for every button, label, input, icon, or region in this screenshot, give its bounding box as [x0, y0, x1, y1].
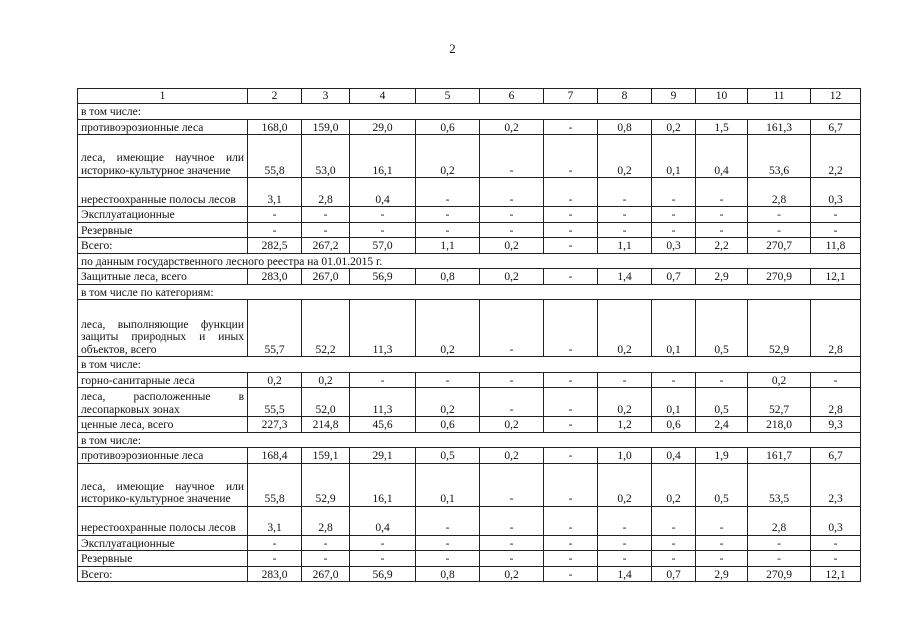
table-cell: 270,9 [748, 566, 811, 582]
table-cell: 0,5 [696, 388, 748, 417]
table-row [78, 238, 861, 254]
table-cell: - [696, 506, 748, 535]
row-label: ценные леса, всего [78, 417, 248, 433]
table-cell: - [544, 300, 598, 357]
table-cell: 55,8 [248, 463, 302, 506]
table-cell: - [696, 178, 748, 207]
row-label: леса, выполняющие функции защиты природных и иных объектов, всего [78, 300, 248, 357]
table-cell: - [544, 417, 598, 433]
table-cell: 2,9 [696, 269, 748, 285]
table-cell: - [350, 207, 416, 223]
table-cell: - [248, 535, 302, 551]
table-row [78, 506, 861, 535]
table-cell: 0,2 [480, 417, 544, 433]
table-cell: - [480, 207, 544, 223]
table-cell: - [598, 551, 652, 567]
table-cell: 29,0 [350, 119, 416, 135]
table-cell: 1,4 [598, 566, 652, 582]
table-cell: 0,8 [416, 269, 480, 285]
table-cell: 0,2 [598, 300, 652, 357]
table-cell: - [811, 222, 861, 238]
table-cell: 0,7 [652, 269, 696, 285]
table-cell: 168,4 [248, 448, 302, 464]
table-cell: 45,6 [350, 417, 416, 433]
table-cell: 3,1 [248, 506, 302, 535]
column-header: 7 [544, 89, 598, 104]
table-cell: 56,9 [350, 566, 416, 582]
table-cell: - [598, 372, 652, 388]
table-cell: 0,3 [652, 238, 696, 254]
table-row [78, 119, 861, 135]
table-cell: 1,1 [598, 238, 652, 254]
table-cell: - [696, 207, 748, 223]
table-cell: 52,9 [302, 463, 350, 506]
table-cell: - [652, 535, 696, 551]
table-cell: - [480, 300, 544, 357]
table-cell: - [544, 566, 598, 582]
table-cell: 0,3 [811, 178, 861, 207]
table-cell: - [748, 535, 811, 551]
column-header: 5 [416, 89, 480, 104]
section-row [78, 104, 861, 120]
row-label: Всего: [78, 238, 248, 254]
table-cell: - [480, 463, 544, 506]
table-cell: 283,0 [248, 566, 302, 582]
table-cell: 0,4 [350, 506, 416, 535]
row-label: противоэрозионные леса [78, 448, 248, 464]
table-row [78, 222, 861, 238]
table-cell: 267,0 [302, 566, 350, 582]
table-row [78, 372, 861, 388]
table-cell: 52,7 [748, 388, 811, 417]
table-cell: 29,1 [350, 448, 416, 464]
table-cell: 12,1 [811, 566, 861, 582]
table-cell: - [544, 448, 598, 464]
row-label: нерестоохранные полосы лесов [78, 178, 248, 207]
table-cell: - [598, 222, 652, 238]
table-row [78, 135, 861, 178]
table-cell: 0,6 [652, 417, 696, 433]
table-cell: 168,0 [248, 119, 302, 135]
section-row [78, 357, 861, 373]
table-cell: 0,2 [652, 463, 696, 506]
table-cell: 0,2 [652, 119, 696, 135]
table-cell: 2,8 [302, 178, 350, 207]
table-cell: 0,2 [598, 463, 652, 506]
table-cell: 1,2 [598, 417, 652, 433]
table-cell: 11,3 [350, 388, 416, 417]
table-cell: 2,3 [811, 463, 861, 506]
table-cell: 6,7 [811, 448, 861, 464]
table-cell: 0,4 [696, 135, 748, 178]
table-row [78, 566, 861, 582]
row-label: нерестоохранные полосы лесов [78, 506, 248, 535]
table-cell: - [544, 463, 598, 506]
table-cell: - [598, 207, 652, 223]
section-row [78, 253, 861, 269]
table-row [78, 269, 861, 285]
table-row [78, 300, 861, 357]
table-cell: - [811, 551, 861, 567]
table-cell: 53,5 [748, 463, 811, 506]
table-cell: 52,0 [302, 388, 350, 417]
table-cell: - [544, 551, 598, 567]
table-cell: - [544, 238, 598, 254]
table-cell: 159,0 [302, 119, 350, 135]
table-cell: - [248, 551, 302, 567]
table-row [78, 551, 861, 567]
table-cell: 0,5 [696, 300, 748, 357]
table-cell: 0,2 [480, 448, 544, 464]
table-cell: - [748, 551, 811, 567]
column-header: 1 [78, 89, 248, 104]
table-cell: - [350, 222, 416, 238]
table-cell: - [544, 372, 598, 388]
table-cell: - [598, 535, 652, 551]
table-cell: - [544, 119, 598, 135]
table-cell: 0,4 [652, 448, 696, 464]
table-cell: 0,8 [598, 119, 652, 135]
table-cell: 267,2 [302, 238, 350, 254]
table-cell: - [302, 222, 350, 238]
table-cell: - [416, 551, 480, 567]
table-cell: 0,2 [598, 135, 652, 178]
table-cell: - [480, 551, 544, 567]
table-cell: 0,2 [598, 388, 652, 417]
table-cell: 1,9 [696, 448, 748, 464]
table-cell: 1,5 [696, 119, 748, 135]
table-row [78, 417, 861, 433]
table-cell: - [696, 551, 748, 567]
table-cell: 0,2 [480, 566, 544, 582]
column-header: 12 [811, 89, 861, 104]
table-cell: - [748, 207, 811, 223]
table-cell: 227,3 [248, 417, 302, 433]
table-cell: 55,8 [248, 135, 302, 178]
table-cell: - [248, 222, 302, 238]
table-cell: - [350, 535, 416, 551]
row-label: Резервные [78, 222, 248, 238]
table-cell: 0,2 [416, 388, 480, 417]
table-cell: - [544, 506, 598, 535]
table-cell: - [416, 178, 480, 207]
table-cell: 1,0 [598, 448, 652, 464]
table-cell: - [416, 372, 480, 388]
table-cell: 0,1 [652, 388, 696, 417]
section-label: в том числе: [78, 357, 861, 373]
table-cell: 0,2 [480, 238, 544, 254]
column-header: 9 [652, 89, 696, 104]
table-cell: - [480, 535, 544, 551]
column-header: 8 [598, 89, 652, 104]
table-cell: 0,1 [652, 135, 696, 178]
table-cell: 0,2 [748, 372, 811, 388]
table-cell: - [480, 178, 544, 207]
table-cell: - [480, 372, 544, 388]
table-cell: - [544, 388, 598, 417]
table-cell: - [302, 207, 350, 223]
table-cell: - [544, 269, 598, 285]
table-cell: 270,7 [748, 238, 811, 254]
table-cell: 0,6 [416, 119, 480, 135]
table-cell: - [544, 207, 598, 223]
table-cell: - [416, 506, 480, 535]
row-label: Всего: [78, 566, 248, 582]
table-cell: 0,2 [416, 300, 480, 357]
row-label: леса, расположенные в лесопарковых зонах [78, 388, 248, 417]
table-cell: 2,2 [811, 135, 861, 178]
table-cell: 11,8 [811, 238, 861, 254]
table-cell: 56,9 [350, 269, 416, 285]
table-cell: 16,1 [350, 135, 416, 178]
table-cell: 0,7 [652, 566, 696, 582]
table-cell: 0,2 [416, 135, 480, 178]
row-label: горно-санитарные леса [78, 372, 248, 388]
table-cell: - [544, 535, 598, 551]
column-header: 4 [350, 89, 416, 104]
table-cell: 57,0 [350, 238, 416, 254]
table-cell: 0,2 [480, 119, 544, 135]
table-cell: - [416, 207, 480, 223]
table-row [78, 463, 861, 506]
table-cell: 0,3 [811, 506, 861, 535]
table-cell: - [652, 178, 696, 207]
section-row [78, 284, 861, 300]
table-cell: 55,7 [248, 300, 302, 357]
table-cell: 0,1 [416, 463, 480, 506]
table-cell: 218,0 [748, 417, 811, 433]
table-cell: 9,3 [811, 417, 861, 433]
table-row [78, 448, 861, 464]
table-cell: - [544, 135, 598, 178]
table-cell: - [544, 222, 598, 238]
table-cell: 1,1 [416, 238, 480, 254]
section-label: в том числе: [78, 432, 861, 448]
table-cell: 2,9 [696, 566, 748, 582]
table-row [78, 207, 861, 223]
row-label: Защитные леса, всего [78, 269, 248, 285]
table-row [78, 535, 861, 551]
table-cell: - [248, 207, 302, 223]
table-cell: - [652, 551, 696, 567]
table-cell: - [652, 506, 696, 535]
table-cell: 11,3 [350, 300, 416, 357]
table-cell: - [302, 551, 350, 567]
table-cell: - [416, 222, 480, 238]
table-cell: - [696, 535, 748, 551]
table-cell: 52,9 [748, 300, 811, 357]
table-cell: 0,6 [416, 417, 480, 433]
table-cell: 0,5 [696, 463, 748, 506]
row-label: леса, имеющие научное или историко-культурное значение [78, 463, 248, 506]
table-cell: 2,8 [811, 388, 861, 417]
table-cell: - [480, 506, 544, 535]
table-cell: 6,7 [811, 119, 861, 135]
section-label: по данным государственного лесного реестра на 01.01.2015 г. [78, 253, 861, 269]
header-row [78, 89, 861, 104]
table-cell: 1,4 [598, 269, 652, 285]
row-label: противоэрозионные леса [78, 119, 248, 135]
table-cell: 53,6 [748, 135, 811, 178]
table-cell: 53,0 [302, 135, 350, 178]
table-cell: - [696, 222, 748, 238]
table-cell: 0,4 [350, 178, 416, 207]
table-cell: - [598, 178, 652, 207]
table-row [78, 178, 861, 207]
table-cell: 161,7 [748, 448, 811, 464]
table-cell: 2,4 [696, 417, 748, 433]
table-cell: 2,8 [748, 178, 811, 207]
table-cell: - [480, 388, 544, 417]
table-cell: - [350, 551, 416, 567]
section-row [78, 432, 861, 448]
row-label: Эксплуатационные [78, 535, 248, 551]
table-cell: - [652, 372, 696, 388]
table-cell: 0,5 [416, 448, 480, 464]
table-cell: - [480, 222, 544, 238]
table-cell: - [598, 506, 652, 535]
page-number: 2 [449, 41, 456, 56]
table-cell: - [544, 178, 598, 207]
table-cell: 2,8 [748, 506, 811, 535]
table-cell: 2,8 [811, 300, 861, 357]
table-cell: 16,1 [350, 463, 416, 506]
table-cell: - [652, 222, 696, 238]
table-cell: 282,5 [248, 238, 302, 254]
row-label: Эксплуатационные [78, 207, 248, 223]
column-header: 11 [748, 89, 811, 104]
table-cell: 161,3 [748, 119, 811, 135]
column-header: 3 [302, 89, 350, 104]
table-cell: - [302, 535, 350, 551]
section-label: в том числе по категориям: [78, 284, 861, 300]
row-label: леса, имеющие научное или историко-культурное значение [78, 135, 248, 178]
table-cell: 214,8 [302, 417, 350, 433]
column-header: 6 [480, 89, 544, 104]
table-cell: - [350, 372, 416, 388]
table-cell: - [811, 372, 861, 388]
table-cell: 0,2 [248, 372, 302, 388]
table-cell: 55,5 [248, 388, 302, 417]
table-cell: 3,1 [248, 178, 302, 207]
table-cell: - [748, 222, 811, 238]
table-body [78, 104, 861, 582]
table-cell: - [811, 535, 861, 551]
column-header: 2 [248, 89, 302, 104]
table-cell: 283,0 [248, 269, 302, 285]
table-row [78, 388, 861, 417]
table-cell: 0,8 [416, 566, 480, 582]
table-cell: 0,2 [480, 269, 544, 285]
table-cell: 0,1 [652, 300, 696, 357]
table-cell: - [652, 207, 696, 223]
table-cell: - [696, 372, 748, 388]
row-label: Резервные [78, 551, 248, 567]
table-cell: 270,9 [748, 269, 811, 285]
table-cell: 2,8 [302, 506, 350, 535]
forest-data-table [77, 88, 861, 582]
table-cell: - [480, 135, 544, 178]
table-cell: - [416, 535, 480, 551]
table-cell: 12,1 [811, 269, 861, 285]
table-cell: 0,2 [302, 372, 350, 388]
table-cell: - [811, 207, 861, 223]
table-cell: 159,1 [302, 448, 350, 464]
table-cell: 267,0 [302, 269, 350, 285]
section-label: в том числе: [78, 104, 861, 120]
column-header: 10 [696, 89, 748, 104]
table-cell: 52,2 [302, 300, 350, 357]
table-cell: 2,2 [696, 238, 748, 254]
